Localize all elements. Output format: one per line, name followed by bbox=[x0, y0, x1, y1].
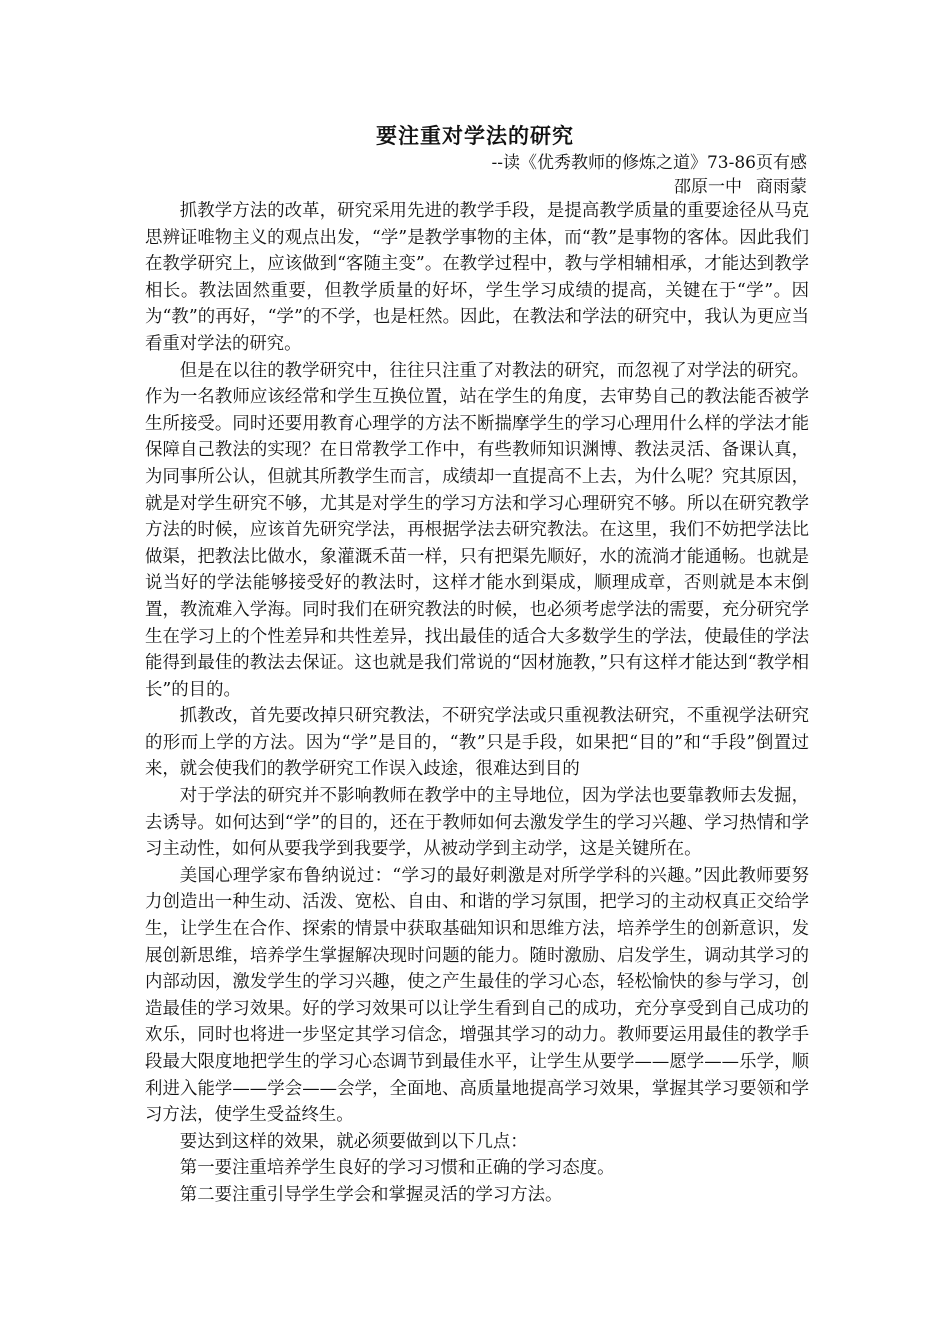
author-line bbox=[674, 175, 807, 199]
body-paragraph: 美国心理学家布鲁纳说过：“学习的最好刺激是对所学学科的兴趣。”因此教师要努力创造出一种生动、活泼、宽松、自由、和谐的学习氛围，把学习的主动权真正交给学生，让学生在合作、探索的情景中获取基础知识和思维方法，培养学生的创新意识，发展创新思维，培养学生掌握解决现时问题的能力。随时激励、启发学生，调动其学习的内部动因，激发学生的学习兴趣，使之产生最佳的学习心态，轻松愉快的参与学习，创造最佳的学习效果。好的学习效果可以让学生看到自己的成功，充分享受到自己成功的欢乐，同时也将进一步坚定其学习信念，增强其学习的动力。教师要运用最佳的教学手段最大限度地把学生的学习心态调节到最佳水平，让学生从要学——愿学——乐学，顺利进入能学——学会——会学，全面地、高质量地提高学习效果，掌握其学习要领和学习方法，使学生受益终生。 bbox=[145, 865, 809, 1126]
body-paragraph: 但是在以往的教学研究中，往往只注重了对教法的研究，而忽视了对学法的研究。作为一名教师应该经常和学生互换位置，站在学生的角度，去审势自己的教法能否被学生所接受。同时还要用教育心理学的方法不断揣摩学生的学习心理用什么样的学法才能保障自己教法的实现？在日常教学工作中，有些教师知识渊博、教法灵活、备课认真，为同事所公认，但就其所教学生而言，成绩却一直提高不上去，为什么呢？究其原因，就是对学生研究不够，尤其是对学生的学习方法和学习心理研究不够。所以在研究教学方法的时候，应该首先研究学法，再根据学法去研究教法。在这里，我们不妨把学法比做渠，把教法比做水，象灌溉禾苗一样，只有把渠先顺好，水的流淌才能通畅。也就是说当好的学法能够接受好的教法时，这样才能水到渠成，顺理成章，否则就是本末倒置，教流难入学海。同时我们在研究教法的时候，也必须考虑学法的需要，充分研究学生在学习上的个性差异和共性差异，找出最佳的适合大多数学生的学法，使最佳的学法能得到最佳的教法去保证。这也就是我们常说的“因材施教，”只有这样才能达到“教学相长”的目的。 bbox=[145, 360, 809, 700]
document-body bbox=[145, 198, 809, 1209]
body-paragraph: 要达到这样的效果，就必须要做到以下几点： bbox=[179, 1131, 528, 1152]
body-paragraph: 抓教改，首先要改掉只研究教法，不研究学法或只重视教法研究，不重视学法研究的形而上学的方法。因为“学”是目的，“教”只是手段，如果把“目的”和“手段”倒置过来，就会使我们的教学研究工作误入歧途，很难达到目的 bbox=[145, 706, 809, 780]
document-subtitle: --读《优秀教师的修炼之道》73-86页有感 bbox=[491, 153, 807, 173]
author-name: 商雨蒙 bbox=[756, 177, 807, 197]
body-paragraph: 抓教学方法的改革，研究采用先进的教学手段，是提高教学质量的重要途径从马克思辨证唯物主义的观点出发，“学”是教学事物的主体，而“教”是事物的客体。因此我们在教学研究上，应该做到“客随主变”。在教学过程中，教与学相辅相承，才能达到教学相长。教法固然重要，但教学质量的好坏，学生学习成绩的提高，关键在于“学”。因为“教”的再好，“学”的不学，也是枉然。因此，在教法和学法的研究中，我认为更应当看重对学法的研究。 bbox=[145, 201, 809, 354]
body-paragraph: 第二要注重引导学生学会和掌握灵活的学习方法。 bbox=[179, 1184, 563, 1205]
body-paragraph: 第一要注重培养学生良好的学习习惯和正确的学习态度。 bbox=[179, 1158, 615, 1179]
body-paragraph: 对于学法的研究并不影响教师在教学中的主导地位，因为学法也要靠教师去发掘，去诱导。如何达到“学”的目的，还在于教师如何去激发学生的学习兴趣、学习热情和学习主动性，如何从要我学到我要学，从被动学到主动学，这是关键所在。 bbox=[145, 786, 809, 860]
document-title: 要注重对学法的研究 bbox=[376, 123, 574, 148]
author-school: 邵原一中 bbox=[674, 177, 742, 197]
